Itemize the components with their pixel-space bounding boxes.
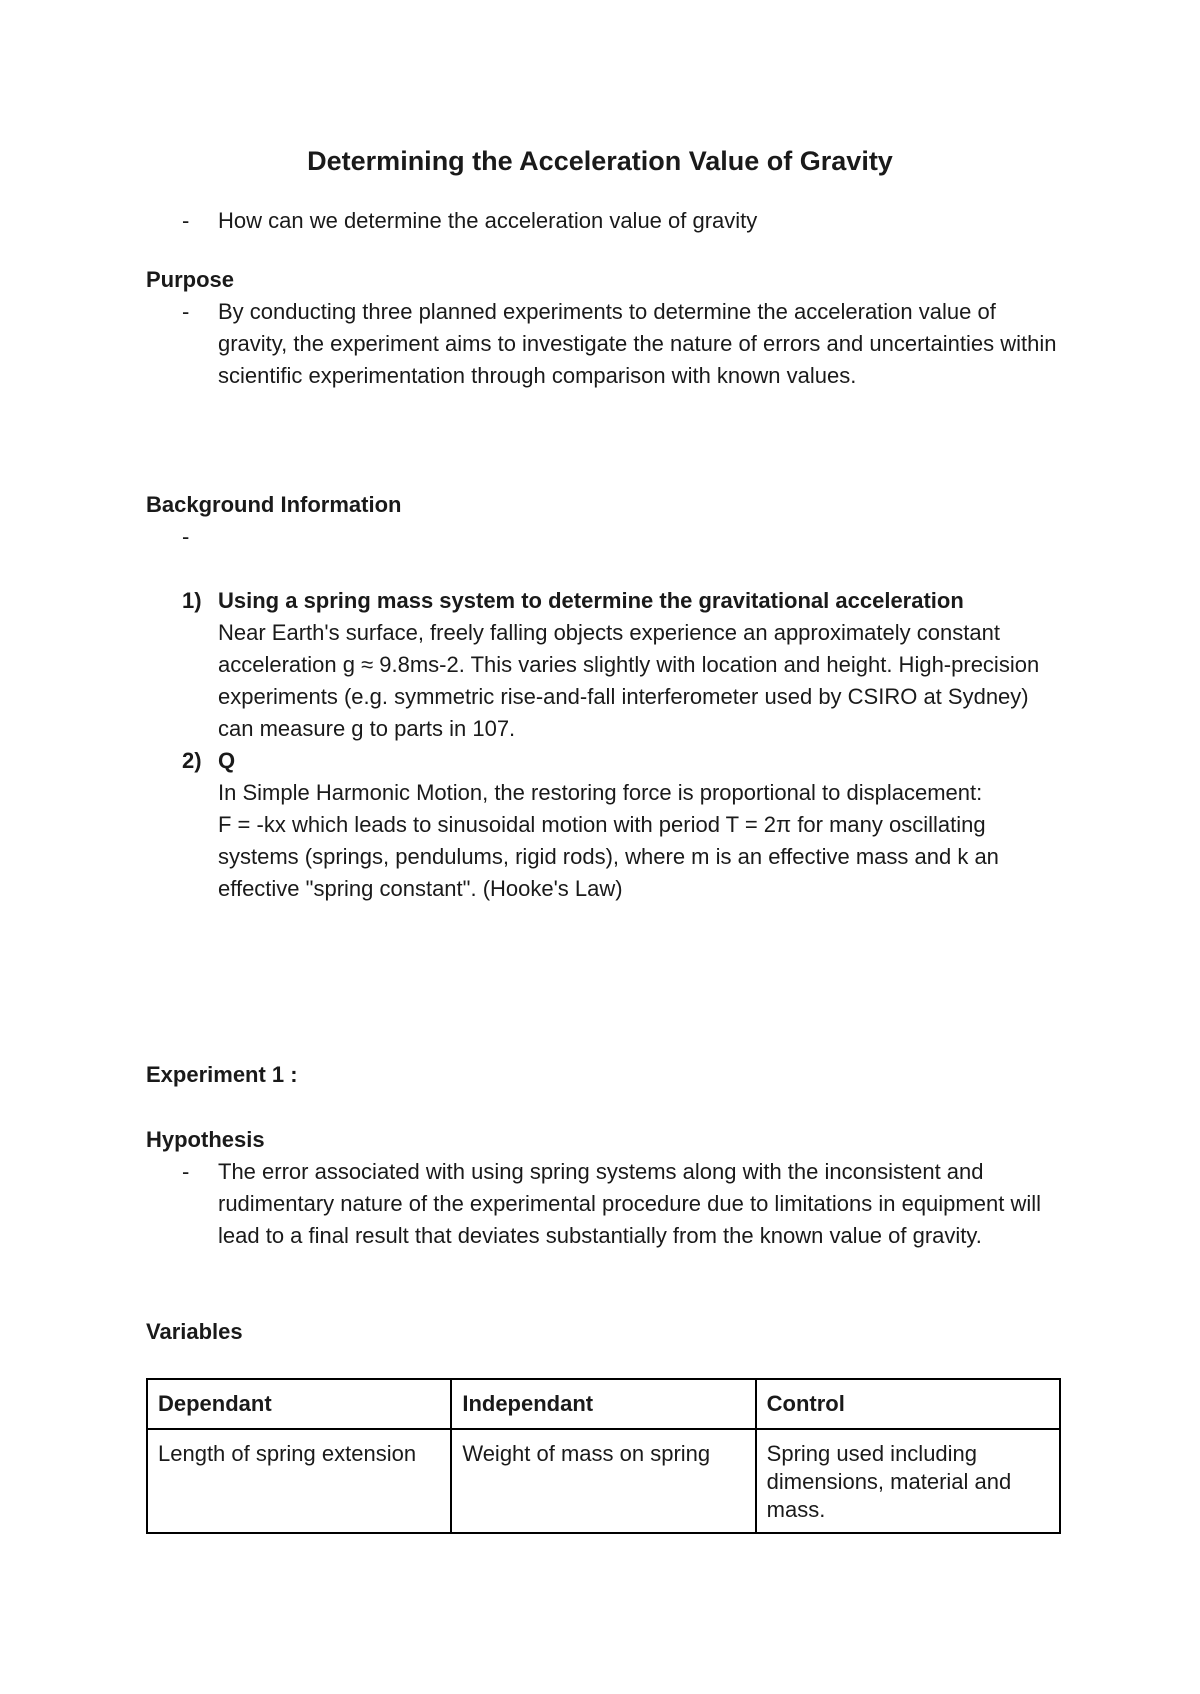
table-cell: Length of spring extension: [147, 1429, 451, 1533]
background-numbered-list: [146, 585, 1076, 905]
hypothesis-heading: Hypothesis: [146, 1127, 265, 1152]
item-paragraph: F = -kx which leads to sinusoidal motion with period T = 2π for many oscillating systems (springs, pendulums, rigid rods), where m is an effective mass and k an effective "spring constant". (Hooke's Law): [218, 812, 999, 901]
purpose-text: By conducting three planned experiments to determine the acceleration value of gravity, the experiment aims to investigate the nature of errors and uncertainties within scientific experimentation through comparison with known values.: [218, 299, 1057, 388]
table-cell: Weight of mass on spring: [451, 1429, 755, 1533]
dash-marker: -: [182, 524, 190, 549]
column-header-dependant: Dependant: [147, 1379, 451, 1429]
list-item: [146, 1156, 1076, 1252]
table-header-row: [147, 1379, 1060, 1429]
intro-list: [146, 205, 1076, 237]
dash-marker: -: [182, 299, 190, 324]
variables-table: [146, 1378, 1061, 1534]
item-paragraph: In Simple Harmonic Motion, the restoring force is proportional to displacement:: [218, 780, 983, 805]
experiment-1-heading: Experiment 1 :: [146, 1062, 298, 1087]
list-item: [146, 205, 1076, 237]
background-heading: Background Information: [146, 492, 402, 517]
item-paragraph: Near Earth's surface, freely falling objects experience an approximately constant acceleration g ≈ 9.8ms-2. This varies slightly with location and height. High-precision experiments (e.g. symmetric rise-and-fall interferometer used by CSIRO at Sydney) can measure g to parts in 107.: [218, 620, 1040, 741]
list-item: [146, 296, 1076, 392]
background-list: [146, 521, 1076, 553]
item-title: Using a spring mass system to determine the gravitational acceleration: [218, 588, 964, 613]
hypothesis-text: The error associated with using spring systems along with the inconsistent and rudimentary nature of the experimental procedure due to limitations in equipment will lead to a final result that deviates substantially from the known value of gravity.: [218, 1159, 1041, 1248]
numbered-item-1: [146, 585, 1076, 745]
table-row: [147, 1429, 1060, 1533]
dash-marker: -: [182, 208, 190, 233]
dash-marker: -: [182, 1159, 190, 1184]
document-title: Determining the Acceleration Value of Gravity: [307, 146, 893, 176]
column-header-independant: Independant: [451, 1379, 755, 1429]
numbered-item-2: [146, 745, 1076, 905]
column-header-control: Control: [756, 1379, 1060, 1429]
hypothesis-list: [146, 1156, 1076, 1252]
table-cell: Spring used including dimensions, material and mass.: [756, 1429, 1060, 1533]
list-item: [146, 521, 1076, 553]
variables-heading: Variables: [146, 1319, 243, 1344]
intro-text: How can we determine the acceleration value of gravity: [218, 208, 758, 233]
item-number: 2): [182, 748, 202, 773]
item-number: 1): [182, 588, 202, 613]
purpose-list: [146, 296, 1076, 392]
purpose-heading: Purpose: [146, 267, 235, 292]
item-title: Q: [218, 748, 236, 773]
